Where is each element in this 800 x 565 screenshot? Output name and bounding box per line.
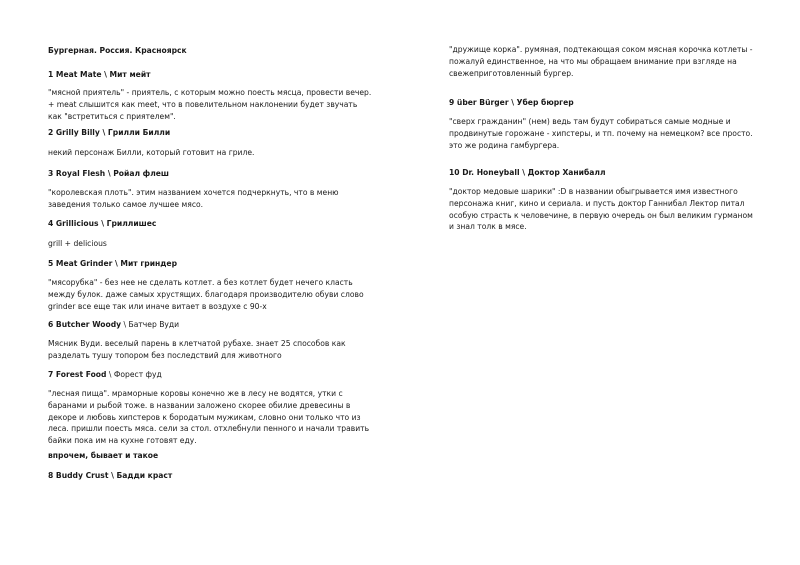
section-text-3: "королевская плоть". этим названием хочется подчеркнуть, что в меню заведения только самое лучшее мясо. bbox=[48, 188, 339, 209]
document-title: Бургерная. Россия. Красноярск bbox=[48, 46, 187, 55]
section-heading-4: 4 Grillicious \ Гриллишес bbox=[48, 219, 157, 228]
section-text-7: "лесная пища". мраморные коровы конечно же в лесу не водятся, утки с баранами и рыбой тоже. в названии заложено скорее обилие древесины в декоре и любовь хипстеров к бородатым мужикам, словно они только что из леса. пришли поесть мяса. сели за стол. отхлебнули пенного и начали травить байки пока им на кухне готовят еду. bbox=[48, 389, 370, 446]
section-heading-2: 2 Grilly Billy \ Грилли Билли bbox=[48, 128, 171, 137]
section-text-9: "сверх гражданин" (нем) ведь там будут собираться самые модные и продвинутые горожане - хипстеры, и тп. почему на немецком? все просто. это же родина гамбургера. bbox=[449, 117, 753, 150]
section-heading-7: 7 Forest Food \ Форест фуд bbox=[48, 370, 162, 379]
section-text-5: "мясорубка" - без нее не сделать котлет. а без котлет будет нечего класть между булок. даже самых хрустящих. благодаря производителю обуви слово grinder все еще так или иначе витает в воздухе с 90-х bbox=[48, 278, 364, 311]
section-text-10: "доктор медовые шарики" :D в названии обыгрывается имя известного персонажа книг, кино и сериала. и пусть доктор Ганнибал Лектор питал особую страсть к человечине, в первую очередь он был великим гурманом и знал толк в мясе. bbox=[449, 187, 753, 232]
section-heading-5: 5 Meat Grinder \ Мит гриндер bbox=[48, 259, 178, 268]
section-text-2: некий персонаж Билли, который готовит на гриле. bbox=[48, 148, 255, 157]
section-text-8: "дружище корка". румяная, подтекающая соком мясная корочка котлеты - пожалуй единственное, на что мы обращаем внимание при взгляде на свежеприготовленный бургер. bbox=[449, 45, 753, 78]
section-text-4: grill + delicious bbox=[48, 239, 107, 248]
section-text-1: "мясной приятель" - приятель, с которым можно поесть мясца, провести вечер. + meat слышится как meet, что в повелительном наклонении будет звучать как "встретиться с приятелем". bbox=[48, 88, 372, 121]
section-heading-8: 8 Buddy Crust \ Бадди краст bbox=[48, 471, 173, 480]
section-heading-10: 10 Dr. Honeyball \ Доктор Ханибалл bbox=[449, 168, 606, 177]
section-heading-1: 1 Meat Mate \ Мит мейт bbox=[48, 70, 151, 79]
section-heading-3: 3 Royal Flesh \ Ройал флеш bbox=[48, 169, 169, 178]
section-heading-9: 9 über Bürger \ Убер бюргер bbox=[449, 98, 574, 107]
section-text-6: Мясник Вуди. веселый парень в клетчатой рубахе. знает 25 способов как разделать тушу топором без последствий для животного bbox=[48, 339, 346, 360]
section-heading-6: 6 Butcher Woody \ Батчер Вуди bbox=[48, 320, 180, 329]
section-heading-aside: впрочем, бывает и такое bbox=[48, 451, 159, 460]
